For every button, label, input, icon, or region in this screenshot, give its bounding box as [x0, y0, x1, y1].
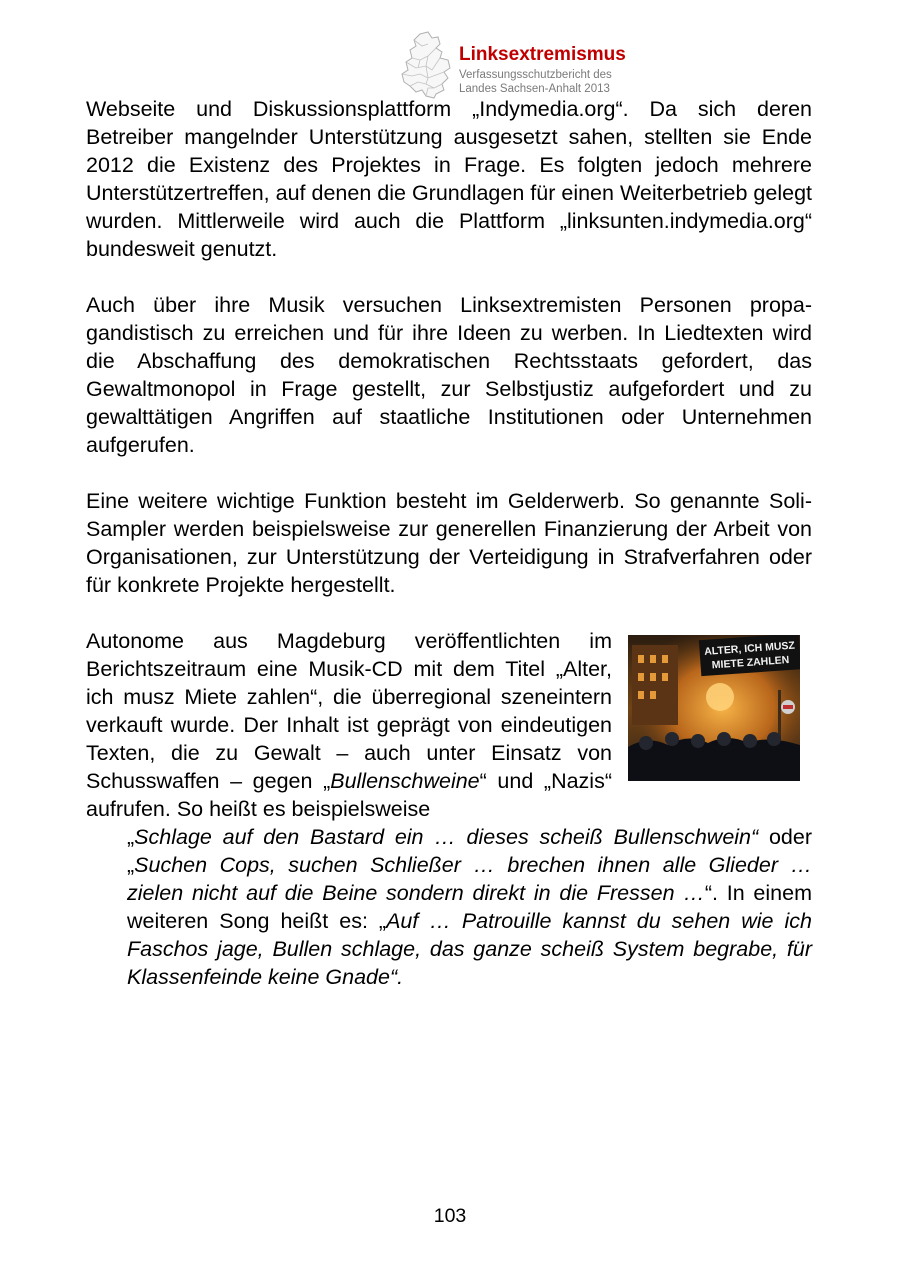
banner-text-line-1: ALTER, ICH MUSZ: [703, 639, 796, 658]
quote-lyric-1: Schlage auf den Bastard ein … dieses scheiß Bullenschwein“: [134, 825, 759, 849]
quote-connector-1: oder „: [127, 825, 812, 877]
cd-cover-photo: [628, 635, 800, 781]
header-subtitle-line-2: Landes Sachsen-Anhalt 2013: [459, 82, 610, 95]
sachsen-anhalt-map-icon: [398, 30, 458, 100]
quote-connector-2: “. In einem weiteren Song heißt es: „: [127, 881, 812, 933]
header-subtitle-line-1: Verfassungsschutzbericht des: [459, 69, 612, 81]
body-text: [86, 95, 812, 991]
paragraph-music: Auch über ihre Musik versuchen Linksextremisten Personen propagandistisch zu erreichen und für ihre Ideen zu werben. In Liedtexten wird die Abschaffung des demokratischen Rechtsstaats gefordert, das Gewaltmonopol in Frage gestellt, zur Selbstjustiz aufgefordert und zu gewalttätigen Angriffen auf staatliche Institutionen oder Unternehmen aufgerufen.: [86, 293, 812, 457]
page-number: 103: [433, 1205, 467, 1227]
header-title: Linksextremismus: [459, 44, 626, 65]
page-header: [398, 30, 698, 100]
paragraph-indymedia: Webseite und Diskussionsplattform „Indymedia.org“. Da sich deren Betreiber mangelnder Unterstützung ausgesetzt sahen, stellten sie Ende 2012 die Existenz des Projektes in Frage. Es folgten jedoch mehrere Unterstützertreffen, auf denen die Grundlagen für einen Weiterbetrieb gelegt wurden. Mittlerweile wird auch die Plattform „linksunten.indymedia.org“ bundesweit genutzt.: [86, 97, 812, 261]
banner-text-line-2: MIETE ZAHLEN: [711, 654, 790, 672]
quote-lyric-3: Auf … Patrouille kannst du sehen wie ich Faschos jage, Bullen schlage, das ganze scheiß System begrabe, für Klassenfeinde keine Gnade“.: [127, 909, 812, 989]
cd-cover-image: [628, 635, 800, 781]
header-subtitle: [459, 69, 612, 96]
quote-lyric-2: Suchen Cops, suchen Schließer … brechen ihnen alle Glieder … zielen nicht auf die Beine sondern direkt in die Fressen …: [127, 853, 812, 905]
paragraph-magdeburg-block: [86, 627, 812, 823]
paragraph-magdeburg-italic: Bullenschweine: [330, 769, 480, 793]
paragraph-funding: Eine weitere wichtige Funktion besteht im Gelderwerb. So genannte Soli-Sampler werden beispielsweise zur generellen Finanzierung der Arbeit von Organisationen, zur Unterstützung der Verteidigung in Strafverfahren oder für konkrete Projekte hergestellt.: [86, 489, 812, 597]
quote-open-mark: „: [127, 825, 135, 849]
paragraph-magdeburg-text-end: “ und „Nazis“ aufrufen. So heißt es beispielsweise: [86, 769, 612, 821]
song-quote-block: [127, 823, 812, 991]
paragraph-magdeburg-text: Autonome aus Magdeburg veröffentlichten im Berichtszeitraum eine Musik-CD mit dem Titel „Alter, ich musz Miete zahlen“, die überregional szeneintern verkauft wurde. Der Inhalt ist geprägt von eindeutigen Texten, die zu Gewalt – auch unter Einsatz von Schusswaffen – gegen „: [86, 629, 612, 793]
